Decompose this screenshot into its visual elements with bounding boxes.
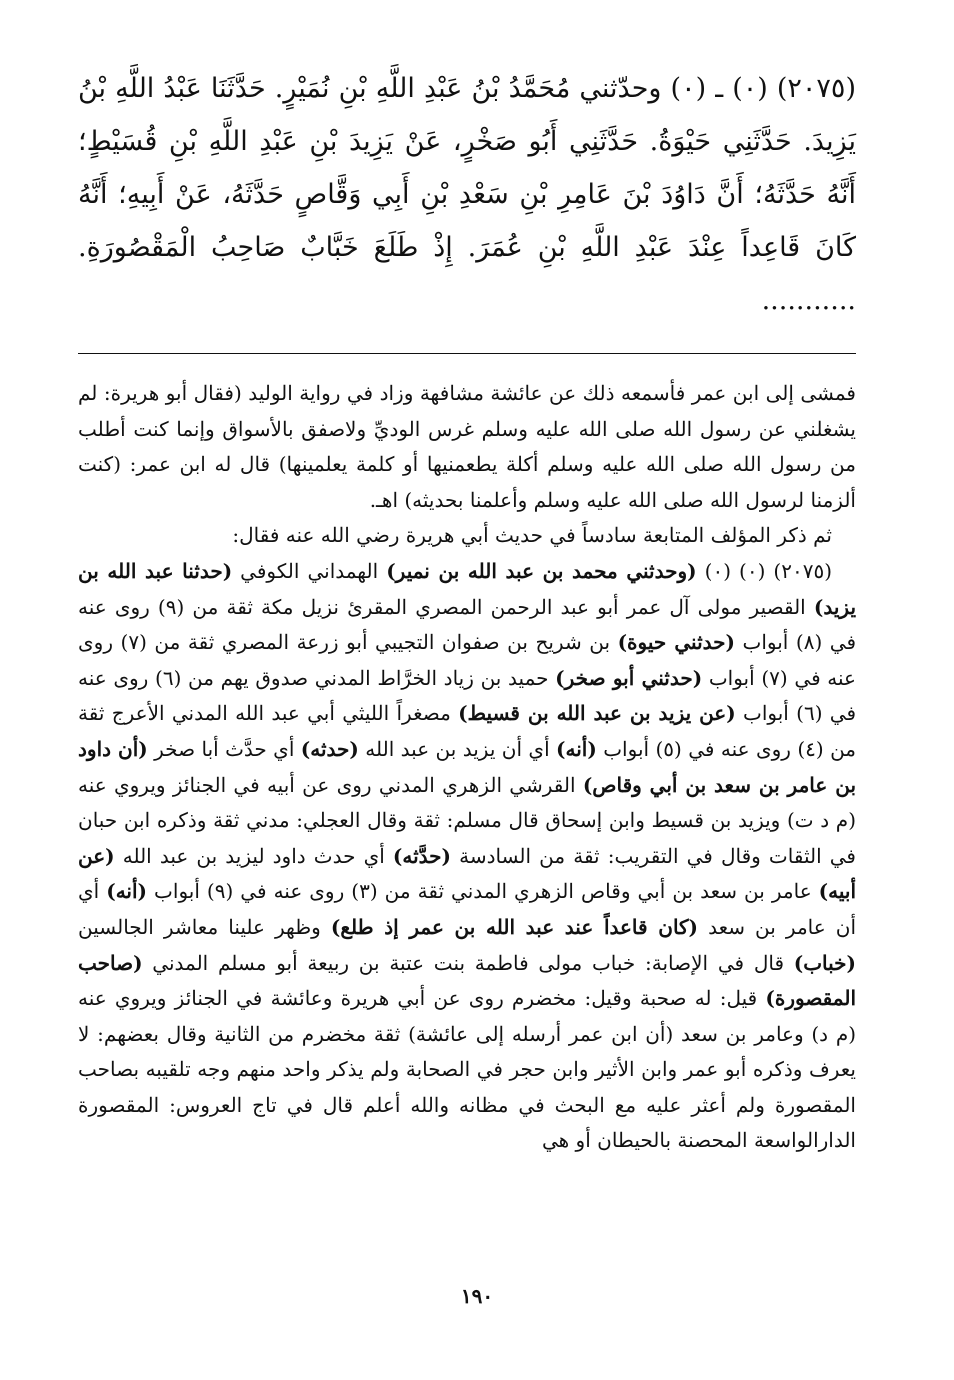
narrator-name: (كان قاعداً عند عبد الله بن عمر إذ طلع) [330,914,699,939]
page-number: ١٩٠ [460,1284,494,1308]
commentary-paragraph-3 [78,554,856,1159]
narrator-name: (أنه) [106,879,148,904]
commentary-text: أي أن يزيد بن عبد الله [358,736,557,761]
footnote-divider [78,353,856,354]
commentary-paragraph-2: ثم ذكر المؤلف المتابعة سادساً في حديث أبي هريرة رضي الله عنه فقال: [232,523,832,548]
narrator-name: (عن يزيد بن عبد الله بن قسيط) [458,701,736,726]
commentary-text: قال في الإصابة: خباب مولى فاطمة بنت عتبة بن ربيعة أبو مسلم المدني [142,950,794,975]
commentary-text: مصغراً الليثي أبي عبد الله المدني الأعرج ثقة من (٤) روى عنه في (٥) أبواب [78,701,857,761]
commentary-text: حميد بن زياد الخرَّاط المدني صدوق يهم من (٦) روى عنه في (٦) أبواب [78,665,857,726]
narrator-name: (حدَّثه) [392,843,451,868]
commentary-text: الهمداني الكوفي [232,558,387,583]
hadith-matn: (٢٠٧٥) (٠) ـ (٠) وحدّثني مُحَمَّدُ بْنُ عَبْدِ اللَّهِ بْنِ نُمَيْرٍ. حَدَّثَنَا عَبْدُ اللَّهِ بْنُ يَزِيدَ. حَدَّثَنِي حَيْوَةُ. حَدَّثَنِي أَبُو صَخْرٍ، عَنْ يَزِيدَ بْنِ عَبْدِ اللَّهِ بْنِ قُسَيْطٍ؛ أَنَّهُ حَدَّثَهُ؛ أَنَّ دَاوُدَ بْنَ عَامِرِ بْنِ سَعْدِ بْنِ أَبِي وَقَّاصٍ حَدَّثَهُ، عَنْ أَبِيهِ؛ أَنَّهُ كَانَ قَاعِداً عِنْدَ عَبْدِ اللَّهِ بْنِ عُمَرَ. إِذْ طَلَعَ خَبَّابٌ صَاحِبُ الْمَقْصُورَةِ. ........... [78,73,856,316]
page-body [78,62,856,1159]
commentary-text: القرشي الزهري المدني روى عن أبيه في الجنائز ويروي عنه (م د ت) ويزيد بن قسيط وابن إسحاق قال مسلم: ثقة وقال العجلي: مدني ثقة وذكره ابن حبان في الثقات وقال في التقريب: ثقة من السادسة [78,772,856,868]
narrator-name: (عن أبيه) [78,843,857,904]
narrator-name: (حدثني حيوة) [617,630,735,655]
narrator-name: (حدثه) [300,736,359,761]
narrator-name: (أنه) [556,736,597,761]
commentary-text: وظهر علينا معاشر الجالسين [78,914,331,939]
commentary [78,376,856,1159]
commentary-text: القصير مولى آل عمر أبو عبد الرحمن المصري المقرئ نزيل مكة ثقة من (٩) روى عنه في (٨) أبواب [78,594,856,655]
commentary-text: (٢٠٧٥) (٠) (٠) [696,558,832,583]
narrator-name: (صاحب المقصورة) [78,950,856,1011]
narrator-name: (خباب) [793,950,856,975]
narrator-name: (حدثني أبو صخر) [555,665,703,690]
narrator-name: (حدثنا عبد الله بن يزيد) [78,558,857,619]
commentary-paragraph-1: فمشى إلى ابن عمر فأسمعه ذلك عن عائشة مشافهة وزاد في رواية الوليد (فقال أبو هريرة: لم يشغلني عن رسول الله صلى الله عليه وسلم غرس الوديِّ ولاصفق بالأسواق وإنما كنت أطلب من رسول الله صلى الله عليه وسلم أكلة يطعمنيها أو كلمة يعلمينها) قال له ابن عمر: (كنت ألزمنا لرسول الله صلى الله عليه وسلم وأعلمنا بحديثه) اهـ. [78,381,856,512]
narrator-name: (أن داود بن عامر بن سعد بن أبي وقاص) [78,736,857,797]
commentary-text: أي حدَّث أبا صخر [147,736,301,761]
commentary-text: عامر بن سعد بن أبي وقاص الزهري المدني ثقة من (٣) روى عنه في (٩) أبواب [147,879,819,904]
commentary-text: قيل: له صحبة وقيل: مخضرم روى عن أبي هريرة وعائشة في الجنائز ويروي عنه (م د) وعامر بن سعد (أن ابن عمر أرسله إلى عائشة) ثقة مخضرم من الثانية وقال بعضهم: لا يعرف وذكره أبو عمر وابن الأثير وابن حجر في الصحابة ولم يذكر واحد منهم وجه تلقيبه بصاحب المقصورة ولم أعثر عليه مع البحث في مظانه والله أعلم قال في تاج العروس: المقصورة الدارالواسعة المحصنة بالحيطان أو هي [78,986,856,1153]
commentary-text: أي حدث داود ليزيد بن عبد الله [114,843,393,868]
commentary-text: أي أن عامر بن سعد [78,879,856,939]
commentary-text: بن شريح بن صفوان التجيبي أبو زرعة المصري ثقة من (٧) روى عنه في (٧) أبواب [78,630,856,690]
narrator-name: (وحدثني محمد بن عبد الله بن نمير) [386,558,697,583]
